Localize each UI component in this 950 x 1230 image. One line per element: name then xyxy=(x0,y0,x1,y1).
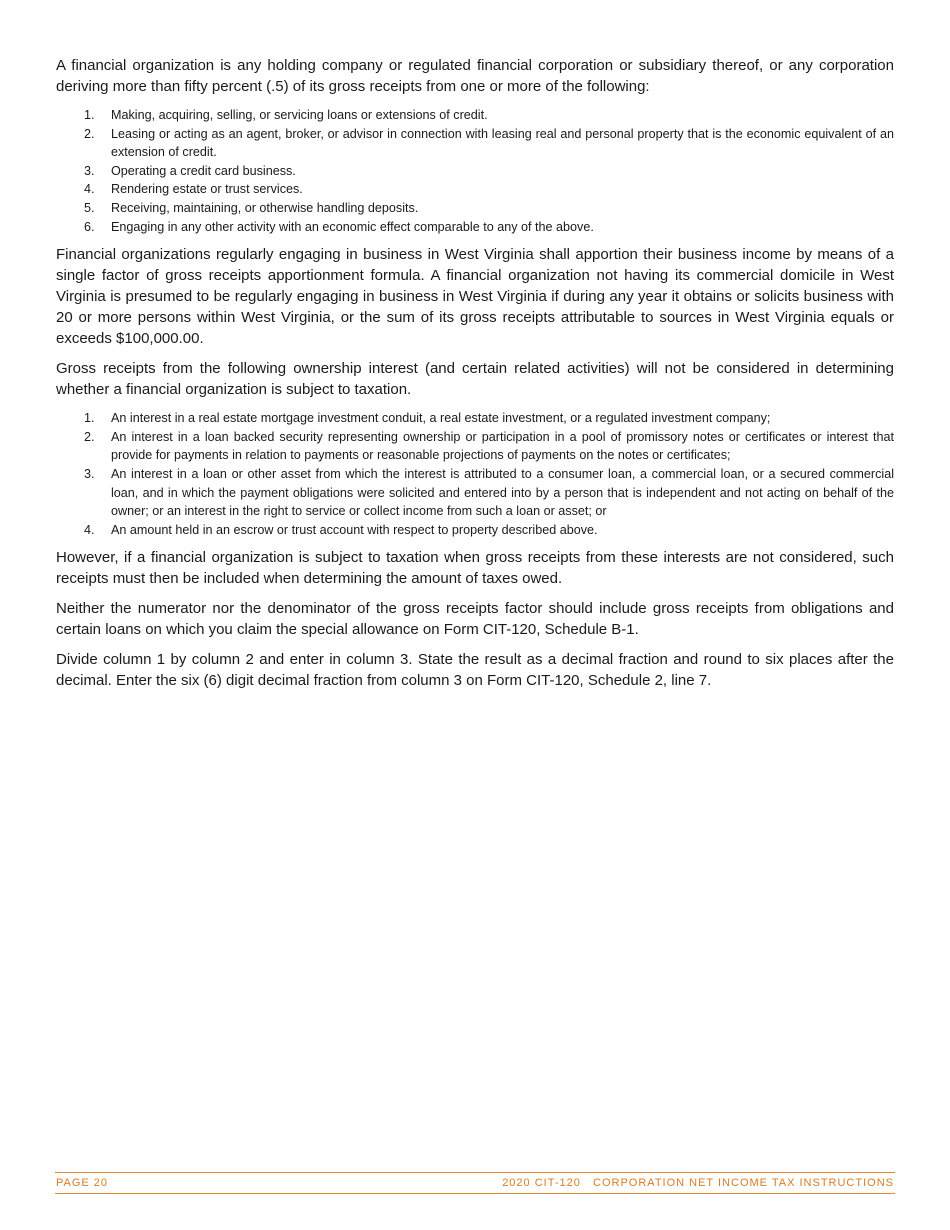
divide-columns-paragraph: Divide column 1 by column 2 and enter in column 3. State the result as a decimal fraction and round to six places after the decimal. Enter the six (6) digit decimal fraction from column 3 on Form CIT-120, Schedule 2, line 7. xyxy=(56,651,894,690)
list-item: 1. Making, acquiring, selling, or servicing loans or extensions of credit. xyxy=(84,108,488,122)
gross-receipts-paragraph: Gross receipts from the following ownership interest (and certain related activities) will not be considered in determining whether a financial organization is subject to taxation. xyxy=(56,360,894,399)
apportionment-paragraph: Financial organizations regularly engaging in business in West Virginia shall apportion their business income by means of a single factor of gross receipts apportionment formula. A financial organization not having its commercial domicile in West Virginia is presumed to be regularly engaging in business in West Virginia if during any year it obtains or solicits business with 20 or more persons within West Virginia, or the sum of its gross receipts attributable to sources in West Virginia equals or exceeds $100,000.00. xyxy=(56,246,894,348)
list-item: 4. Rendering estate or trust services. xyxy=(84,182,303,197)
list-item: 3. Operating a credit card business. xyxy=(84,163,296,178)
page-content xyxy=(56,55,894,700)
list-item: 1. An interest in a real estate mortgage investment conduit, a real estate investment, or a regulated investment company; xyxy=(84,411,771,426)
list-item: 3. An interest in a loan or other asset from which the interest is attributed to a consumer loan, a commercial loan, or a secured commercial loan, and in which the payment obligations were solicited and entered into by a person that is independent and not acting on behalf of the owner; or an interest in the right to service or collect income from such a loan or asset; or xyxy=(84,466,894,519)
numerator-paragraph: Neither the numerator nor the denominator of the gross receipts factor should include gross receipts from obligations and certain loans on which you claim the special allowance on Form CIT-120, Schedule B-1. xyxy=(56,600,894,639)
list-item: 6. Engaging in any other activity with an economic effect comparable to any of the above. xyxy=(84,219,594,234)
taxation-paragraph: However, if a financial organization is subject to taxation when gross receipts from these interests are not considered, such receipts must then be included when determining the amount of taxes owed. xyxy=(56,549,894,588)
intro-paragraph: A financial organization is any holding company or regulated financial corporation or subsidiary thereof, or any corporation deriving more than fifty percent (.5) of its gross receipts from one or more of the following: xyxy=(56,57,894,95)
list-item: 2. Leasing or acting as an agent, broker, or advisor in connection with leasing real and personal property that is the economic equivalent of an extension of credit. xyxy=(84,126,894,160)
list-item: 4. An amount held in an escrow or trust account with respect to property described above. xyxy=(84,522,598,537)
ownership-interest-list xyxy=(56,409,894,539)
page-number: PAGE 20 xyxy=(56,1177,109,1189)
document-title: 2020 CIT-120 CORPORATION NET INCOME TAX INSTRUCTIONS xyxy=(502,1177,894,1189)
list-item: 2. An interest in a loan backed security representing ownership or participation in a pool of promissory notes or certificates or interest that provide for payments in relation to payments or reasonable projections of payments on the notes or certificates; xyxy=(84,429,894,463)
list-item: 5. Receiving, maintaining, or otherwise handling deposits. xyxy=(84,200,419,215)
financial-activities-list xyxy=(56,106,894,236)
page-footer xyxy=(55,1172,895,1194)
